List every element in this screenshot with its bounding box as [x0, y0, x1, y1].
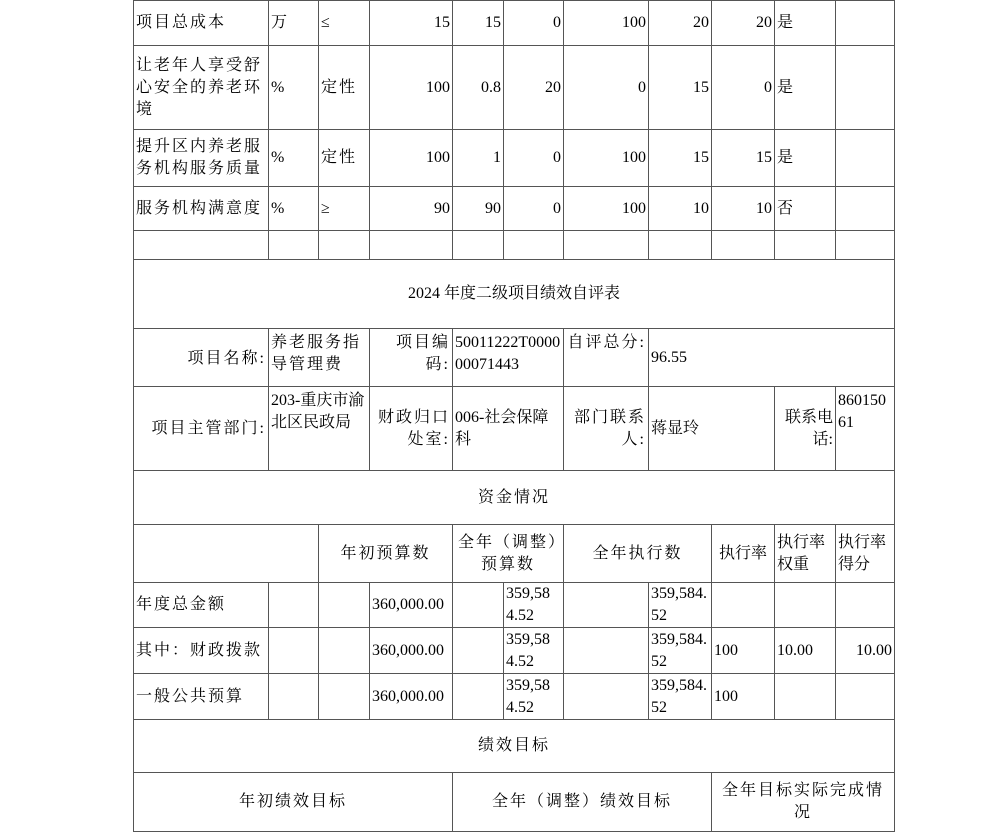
indicator-flag: 否: [774, 186, 836, 231]
indicator-blank: [835, 186, 895, 231]
empty-cell: [563, 230, 649, 260]
indicator-unit: 万: [268, 0, 319, 46]
office-label: 财政归口处室:: [369, 386, 453, 471]
indicator-v4: 100: [563, 129, 649, 187]
score-value: 96.55: [648, 328, 895, 387]
goals-section-title: 绩效目标: [133, 719, 895, 773]
empty-cell: [648, 230, 712, 260]
funds-label: 一般公共预算: [133, 673, 269, 720]
indicator-op: ≤: [318, 0, 370, 46]
empty-cell: [835, 230, 895, 260]
project-name-label: 项目名称:: [133, 328, 269, 387]
office-value: 006-社会保障科: [452, 386, 564, 471]
funds-rate: [711, 582, 775, 628]
funds-initial: 360,000.00: [369, 582, 453, 628]
funds-header-adjusted: 全年（调整）预算数: [452, 524, 564, 583]
indicator-v2: 1: [452, 129, 504, 187]
indicator-flag: 是: [774, 45, 836, 130]
funds-score: [835, 582, 895, 628]
indicator-v5: 10: [648, 186, 712, 231]
indicator-op: ≥: [318, 186, 370, 231]
indicator-v1: 100: [369, 129, 453, 187]
funds-blank: [318, 627, 370, 674]
funds-blank: [563, 627, 649, 674]
indicator-v6: 15: [711, 129, 775, 187]
funds-adjusted: 359,584.52: [503, 673, 564, 720]
funds-blank: [452, 582, 504, 628]
indicator-flag: 是: [774, 0, 836, 46]
funds-score: 10.00: [835, 627, 895, 674]
form-title: 2024 年度二级项目绩效自评表: [133, 259, 895, 329]
funds-initial: 360,000.00: [369, 673, 453, 720]
indicator-blank: [835, 129, 895, 187]
funds-weight: [774, 673, 836, 720]
funds-executed: 359,584.52: [648, 673, 712, 720]
funds-score: [835, 673, 895, 720]
indicator-v4: 100: [563, 0, 649, 46]
empty-cell: [268, 230, 319, 260]
indicator-v3: 0: [503, 129, 564, 187]
funds-rate: 100: [711, 627, 775, 674]
dept-label: 项目主管部门:: [133, 386, 269, 471]
funds-rate: 100: [711, 673, 775, 720]
indicator-name: 让老年人享受舒心安全的养老环境: [133, 45, 269, 130]
empty-cell: [711, 230, 775, 260]
funds-blank: [452, 627, 504, 674]
funds-adjusted: 359,584.52: [503, 627, 564, 674]
indicator-name: 服务机构满意度: [133, 186, 269, 231]
score-label: 自评总分:: [563, 328, 649, 387]
indicator-flag: 是: [774, 129, 836, 187]
indicator-v5: 15: [648, 45, 712, 130]
funds-section-title: 资金情况: [133, 470, 895, 525]
contact-label: 部门联系人:: [563, 386, 649, 471]
funds-blank: [563, 582, 649, 628]
indicator-blank: [835, 0, 895, 46]
empty-cell: [318, 230, 370, 260]
project-name-value: 养老服务指导管理费: [268, 328, 370, 387]
indicator-unit: %: [268, 45, 319, 130]
indicator-v2: 0.8: [452, 45, 504, 130]
empty-cell: [133, 230, 269, 260]
funds-blank: [452, 673, 504, 720]
indicator-v6: 20: [711, 0, 775, 46]
indicator-blank: [835, 45, 895, 130]
funds-blank: [268, 582, 319, 628]
funds-label: 其中：财政拨款: [133, 627, 269, 674]
phone-label: 联系电话:: [774, 386, 836, 471]
indicator-v5: 15: [648, 129, 712, 187]
funds-header-score: 执行率得分: [835, 524, 895, 583]
funds-executed: 359,584.52: [648, 627, 712, 674]
indicator-v4: 0: [563, 45, 649, 130]
funds-blank: [268, 627, 319, 674]
indicator-v3: 0: [503, 186, 564, 231]
indicator-unit: %: [268, 129, 319, 187]
dept-value: 203-重庆市渝北区民政局: [268, 386, 370, 471]
project-code-value: 50011222T000000071443: [452, 328, 564, 387]
indicator-v3: 0: [503, 0, 564, 46]
empty-cell: [369, 230, 453, 260]
funds-blank: [268, 673, 319, 720]
indicator-v1: 90: [369, 186, 453, 231]
indicator-v5: 20: [648, 0, 712, 46]
funds-blank: [318, 582, 370, 628]
goals-header-actual: 全年目标实际完成情况: [711, 772, 895, 832]
funds-header-weight: 执行率权重: [774, 524, 836, 583]
empty-cell: [503, 230, 564, 260]
indicator-v4: 100: [563, 186, 649, 231]
funds-blank: [318, 673, 370, 720]
funds-blank: [563, 673, 649, 720]
indicator-unit: %: [268, 186, 319, 231]
contact-value: 蒋显玲: [648, 386, 775, 471]
indicator-v2: 15: [452, 0, 504, 46]
indicator-v1: 15: [369, 0, 453, 46]
indicator-name: 提升区内养老服务机构服务质量: [133, 129, 269, 187]
indicator-name: 项目总成本: [133, 0, 269, 46]
indicator-v6: 0: [711, 45, 775, 130]
funds-weight: [774, 582, 836, 628]
indicator-v3: 20: [503, 45, 564, 130]
phone-value: 86015061: [835, 386, 895, 471]
funds-initial: 360,000.00: [369, 627, 453, 674]
indicator-v1: 100: [369, 45, 453, 130]
funds-header-initial: 年初预算数: [318, 524, 453, 583]
funds-weight: 10.00: [774, 627, 836, 674]
empty-cell: [452, 230, 504, 260]
funds-header-rate: 执行率: [711, 524, 775, 583]
funds-executed: 359,584.52: [648, 582, 712, 628]
funds-header-blank: [133, 524, 319, 583]
goals-header-initial: 年初绩效目标: [133, 772, 453, 832]
funds-adjusted: 359,584.52: [503, 582, 564, 628]
indicator-v2: 90: [452, 186, 504, 231]
indicator-op: 定性: [318, 45, 370, 130]
goals-header-adjusted: 全年（调整）绩效目标: [452, 772, 712, 832]
indicator-op: 定性: [318, 129, 370, 187]
funds-label: 年度总金额: [133, 582, 269, 628]
project-code-label: 项目编码:: [369, 328, 453, 387]
empty-cell: [774, 230, 836, 260]
indicator-v6: 10: [711, 186, 775, 231]
funds-header-executed: 全年执行数: [563, 524, 712, 583]
